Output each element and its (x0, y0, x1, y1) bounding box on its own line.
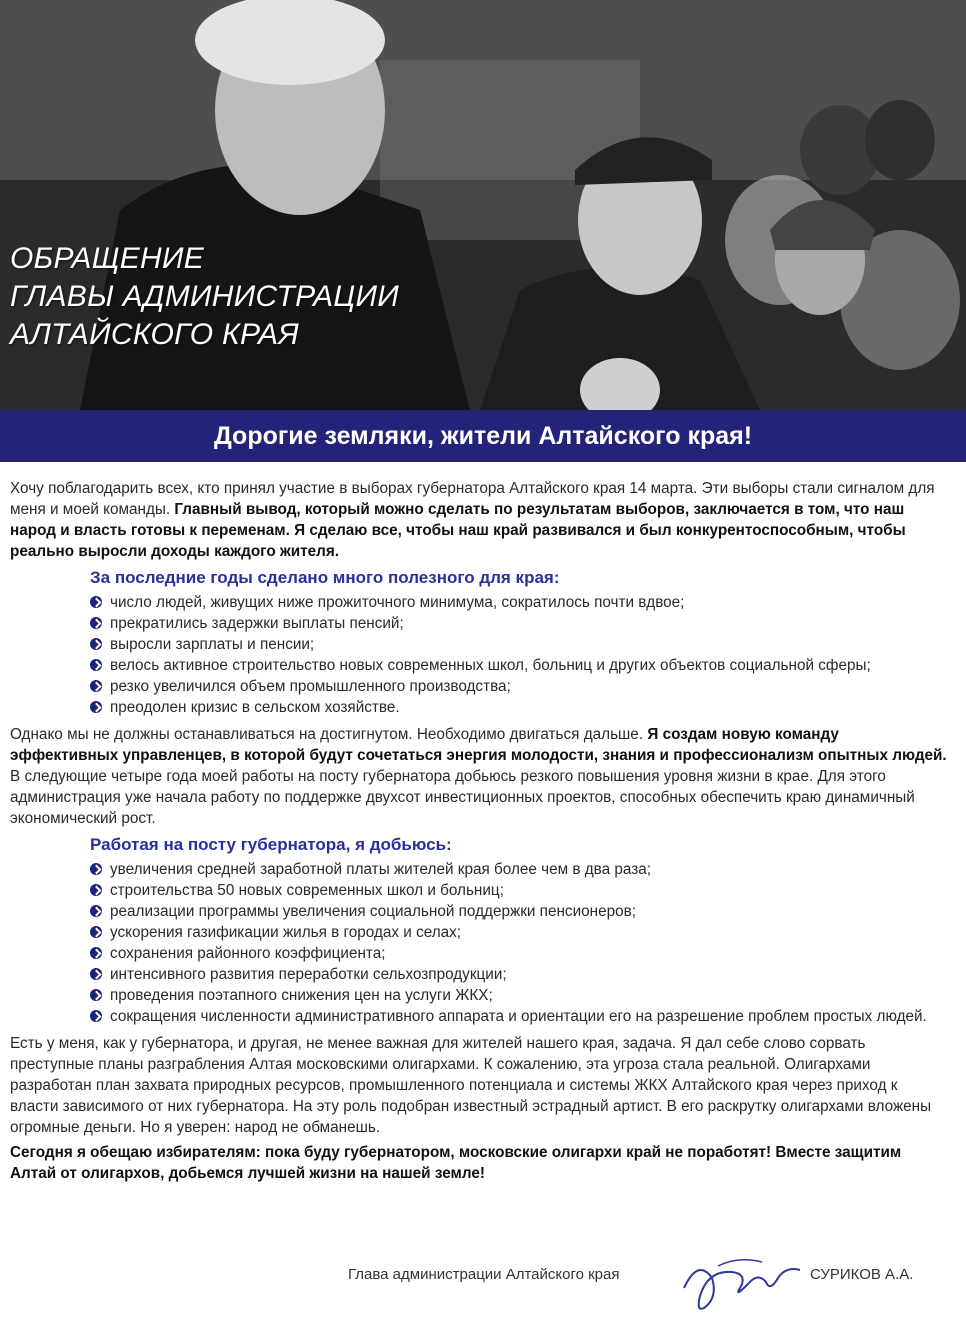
promises-title: Работая на посту губернатора, я добьюсь: (90, 835, 452, 854)
middle-paragraph (10, 724, 950, 829)
list-item-text: число людей, живущих ниже прожиточного минимума, сократилось почти вдвое; (110, 594, 685, 611)
list-item (10, 634, 950, 655)
list-item (10, 901, 950, 922)
greeting-text: Дорогие земляки, жители Алтайского края! (213, 421, 753, 450)
list-item (10, 655, 950, 676)
list-item-text: велось активное строительство новых современных школ, больниц и других объектов социальной сферы; (110, 657, 871, 674)
list-item-text: интенсивного развития переработки сельхозпродукции; (110, 966, 507, 983)
intro-paragraph (10, 478, 950, 562)
circle-arrow-bullet-icon (90, 863, 102, 875)
handwritten-signature-icon (678, 1248, 808, 1318)
list-item (10, 676, 950, 697)
signer-name: СУРИКОВ А.А. (810, 1266, 914, 1283)
circle-arrow-bullet-icon (90, 701, 102, 713)
list-item-text: преодолен кризис в сельском хозяйстве. (110, 699, 400, 716)
closing-paragraph: Есть у меня, как у губернатора, и другая, не менее важная для жителей нашего края, задача. Я дал себе слово сорвать преступные планы разграбления Алтая московскими олигархами. К сожалению, эта угроза стала реальной. Олигархами разработан план захвата природных ресурсов, промышленного потенциала и системы ЖКХ Алтайского края через приход к власти зависимого от них губернатора. На эту роль подобран известный эстрадный артист. В его раскрутку олигархами вложены огромные деньги. Но я уверен: народ не обманешь. (10, 1035, 932, 1136)
final-statement: Сегодня я обещаю избирателям: пока буду губернатором, московские олигархи край не поработят! Вместе защитим Алтай от олигархов, добьемся лучшей жизни на нашей земле! (10, 1144, 902, 1182)
middle-text: Однако мы не должны останавливаться на достигнутом. Необходимо двигаться дальше. (10, 726, 648, 743)
circle-arrow-bullet-icon (90, 596, 102, 608)
list-item-text: выросли зарплаты и пенсии; (110, 636, 315, 653)
list-item-text: сокращения численности административного аппарата и ориентации его на разрешение проблем простых людей. (110, 1008, 927, 1025)
appeal-title-line: ГЛАВЫ АДМИНИСТРАЦИИ (10, 280, 399, 313)
header-photo (0, 0, 966, 410)
intro-bold-text: Главный вывод, который можно сделать по результатам выборов, заключается в том, что наш народ и власть готовы к переменам. Я сделаю все, чтобы наш край развивался и был конкурентоспособным, чтобы реально выросли доходы каждого жителя. (10, 501, 906, 560)
circle-arrow-bullet-icon (90, 1010, 102, 1022)
promises-list (10, 859, 950, 1027)
list-item (10, 964, 950, 985)
circle-arrow-bullet-icon (90, 968, 102, 980)
list-item (10, 592, 950, 613)
list-item-text: проведения поэтапного снижения цен на услуги ЖКХ; (110, 987, 493, 1004)
achievements-title: За последние годы сделано много полезного для края: (90, 568, 560, 587)
achievements-list (10, 592, 950, 718)
signature-block (0, 1248, 966, 1308)
list-item (10, 943, 950, 964)
list-item (10, 859, 950, 880)
circle-arrow-bullet-icon (90, 638, 102, 650)
list-item-text: ускорения газификации жилья в городах и селах; (110, 924, 462, 941)
list-item (10, 985, 950, 1006)
list-item (10, 1006, 950, 1027)
list-item-text: реализации программы увеличения социальной поддержки пенсионеров; (110, 903, 636, 920)
middle-text-continued: В следующие четыре года моей работы на посту губернатора добьюсь резкого повышения уровня жизни в крае. Для этого администрация уже начала работу по поддержке двухсот инвестиционных проектов, способных обеспечить краю динамичный экономический рост. (10, 768, 915, 827)
list-item-text: сохранения районного коэффициента; (110, 945, 386, 962)
list-item-text: прекратились задержки выплаты пенсий; (110, 615, 404, 632)
circle-arrow-bullet-icon (90, 989, 102, 1001)
appeal-title (10, 240, 399, 354)
circle-arrow-bullet-icon (90, 617, 102, 629)
signer-role: Глава администрации Алтайского края (348, 1266, 620, 1283)
list-item (10, 922, 950, 943)
intro-text: Хочу поблагодарить всех, кто принял участие в выборах губернатора Алтайского края 14 марта. Эти выборы стали сигналом для меня и моей команды. (10, 480, 935, 518)
middle-bold-text: Я создам новую команду эффективных управленцев, в которой будут сочетаться энергия молодости, знания и профессионализм опытных людей. (10, 726, 947, 764)
greeting-banner (0, 410, 966, 462)
list-item-text: резко увеличился объем промышленного производства; (110, 678, 511, 695)
circle-arrow-bullet-icon (90, 884, 102, 896)
circle-arrow-bullet-icon (90, 680, 102, 692)
list-item (10, 697, 950, 718)
list-item-text: увеличения средней заработной платы жителей края более чем в два раза; (110, 861, 652, 878)
circle-arrow-bullet-icon (90, 905, 102, 917)
letter-body (10, 478, 950, 1184)
circle-arrow-bullet-icon (90, 926, 102, 938)
circle-arrow-bullet-icon (90, 947, 102, 959)
circle-arrow-bullet-icon (90, 659, 102, 671)
list-item (10, 613, 950, 634)
appeal-title-line: ОБРАЩЕНИЕ (10, 242, 205, 275)
appeal-title-line: АЛТАЙСКОГО КРАЯ (10, 318, 300, 351)
list-item-text: строительства 50 новых современных школ и больниц; (110, 882, 504, 899)
list-item (10, 880, 950, 901)
